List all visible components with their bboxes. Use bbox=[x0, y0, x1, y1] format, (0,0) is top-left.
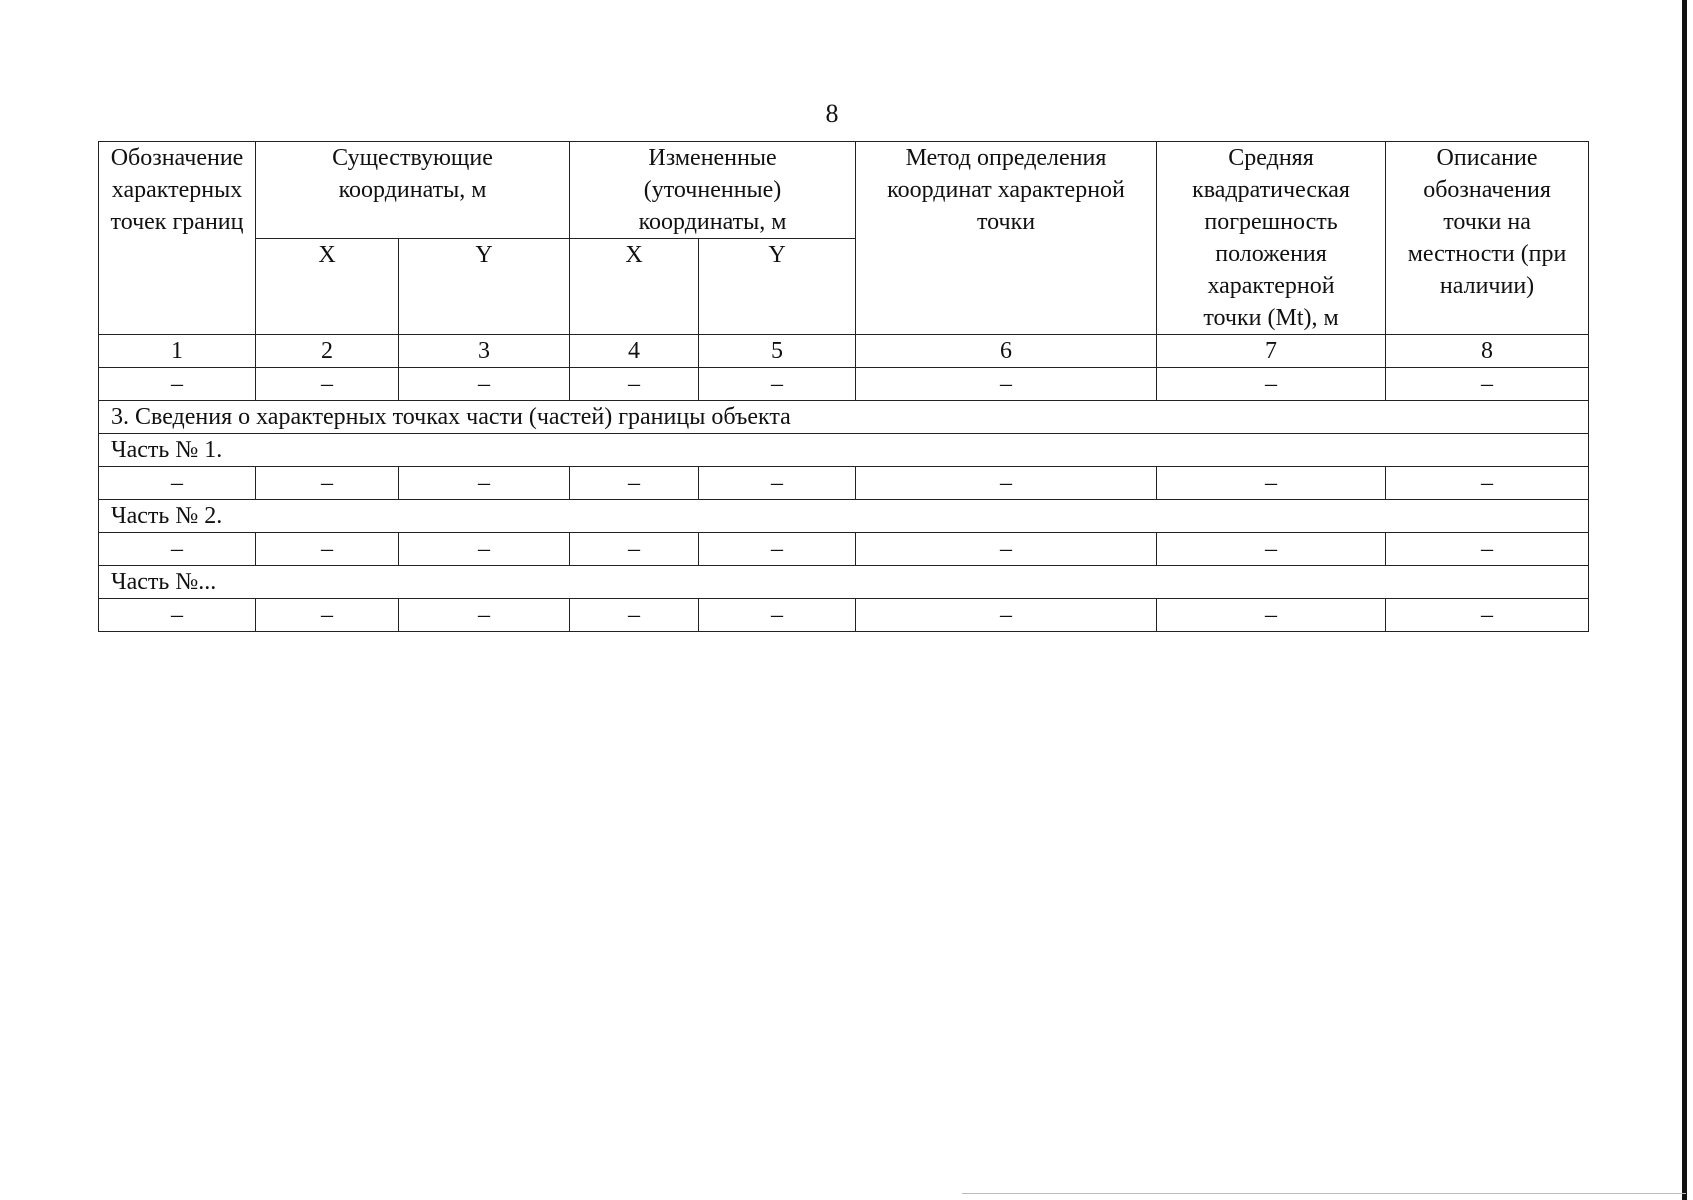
empty-cell: – bbox=[570, 467, 699, 500]
header-row-1 bbox=[99, 142, 1589, 239]
empty-cell: – bbox=[256, 533, 399, 566]
part-label: Часть № 2. bbox=[99, 500, 1589, 533]
empty-cell: – bbox=[1157, 533, 1386, 566]
page-number: 8 bbox=[825, 99, 839, 128]
header-method bbox=[856, 142, 1157, 335]
header-line: характерных bbox=[111, 177, 243, 203]
header-line: характерной bbox=[1207, 273, 1335, 299]
empty-cell: – bbox=[399, 368, 570, 401]
column-number: 1 bbox=[99, 335, 256, 368]
header-changed-y: Y bbox=[699, 239, 856, 335]
header-line: положения bbox=[1215, 241, 1327, 267]
empty-cell: – bbox=[1386, 368, 1589, 401]
header-line: местности (при bbox=[1407, 241, 1567, 267]
empty-cell: – bbox=[256, 467, 399, 500]
empty-cell: – bbox=[399, 533, 570, 566]
header-line: Средняя bbox=[1228, 145, 1314, 171]
header-line: погрешность bbox=[1204, 209, 1338, 235]
header-point-description bbox=[1386, 142, 1589, 335]
table-row bbox=[99, 599, 1589, 632]
empty-cell: – bbox=[399, 467, 570, 500]
header-line: точки (Mt), м bbox=[1203, 305, 1339, 331]
empty-cell: – bbox=[256, 368, 399, 401]
empty-cell: – bbox=[570, 533, 699, 566]
empty-cell: – bbox=[570, 599, 699, 632]
table-container bbox=[98, 141, 1589, 632]
column-number: 8 bbox=[1386, 335, 1589, 368]
empty-cell: – bbox=[99, 467, 256, 500]
part-label: Часть № 1. bbox=[99, 434, 1589, 467]
empty-cell: – bbox=[699, 368, 856, 401]
header-line: обозначения bbox=[1423, 177, 1551, 203]
section-title-row bbox=[99, 401, 1589, 434]
part-row bbox=[99, 500, 1589, 533]
header-line: наличии) bbox=[1439, 273, 1535, 299]
header-existing-coordinates bbox=[256, 142, 570, 239]
empty-cell: – bbox=[699, 599, 856, 632]
header-line: Обозначение bbox=[110, 145, 244, 171]
table-row bbox=[99, 368, 1589, 401]
header-line: Метод определения bbox=[905, 145, 1107, 171]
boundary-points-table bbox=[98, 141, 1589, 632]
header-line: Существующие bbox=[332, 145, 493, 171]
empty-cell: – bbox=[256, 599, 399, 632]
empty-cell: – bbox=[1157, 467, 1386, 500]
header-line: квадратическая bbox=[1192, 177, 1350, 203]
header-line: координаты, м bbox=[338, 177, 487, 203]
empty-cell: – bbox=[399, 599, 570, 632]
header-mean-square-error bbox=[1157, 142, 1386, 335]
empty-cell: – bbox=[699, 467, 856, 500]
empty-cell: – bbox=[856, 533, 1157, 566]
header-existing-y: Y bbox=[399, 239, 570, 335]
header-existing-x: X bbox=[256, 239, 399, 335]
section-title: 3. Сведения о характерных точках части (частей) границы объекта bbox=[99, 401, 1589, 434]
scan-edge bbox=[1682, 0, 1687, 1200]
empty-cell: – bbox=[1386, 533, 1589, 566]
empty-cell: – bbox=[99, 533, 256, 566]
empty-cell: – bbox=[856, 599, 1157, 632]
header-line: точки bbox=[976, 209, 1036, 235]
empty-cell: – bbox=[99, 368, 256, 401]
header-changed-coordinates bbox=[570, 142, 856, 239]
header-line: Измененные bbox=[648, 145, 777, 171]
column-number: 5 bbox=[699, 335, 856, 368]
header-line: (уточненные) bbox=[643, 177, 782, 203]
column-number: 2 bbox=[256, 335, 399, 368]
empty-cell: – bbox=[856, 467, 1157, 500]
empty-cell: – bbox=[570, 368, 699, 401]
empty-cell: – bbox=[1157, 368, 1386, 401]
header-line: координат характерной bbox=[887, 177, 1125, 203]
table-row bbox=[99, 533, 1589, 566]
part-label: Часть №... bbox=[99, 566, 1589, 599]
header-line: точки на bbox=[1443, 209, 1531, 235]
header-line: точек границ bbox=[110, 209, 244, 235]
header-changed-x: X bbox=[570, 239, 699, 335]
column-number: 7 bbox=[1157, 335, 1386, 368]
column-number: 3 bbox=[399, 335, 570, 368]
header-point-designation bbox=[99, 142, 256, 335]
empty-cell: – bbox=[856, 368, 1157, 401]
column-number: 4 bbox=[570, 335, 699, 368]
part-row bbox=[99, 434, 1589, 467]
empty-cell: – bbox=[99, 599, 256, 632]
column-number: 6 bbox=[856, 335, 1157, 368]
header-line: Описание bbox=[1436, 145, 1538, 171]
part-row bbox=[99, 566, 1589, 599]
empty-cell: – bbox=[1157, 599, 1386, 632]
scan-bottom-line bbox=[962, 1193, 1686, 1194]
header-line: координаты, м bbox=[638, 209, 787, 235]
empty-cell: – bbox=[699, 533, 856, 566]
empty-cell: – bbox=[1386, 599, 1589, 632]
empty-cell: – bbox=[1386, 467, 1589, 500]
column-number-row bbox=[99, 335, 1589, 368]
table-row bbox=[99, 467, 1589, 500]
